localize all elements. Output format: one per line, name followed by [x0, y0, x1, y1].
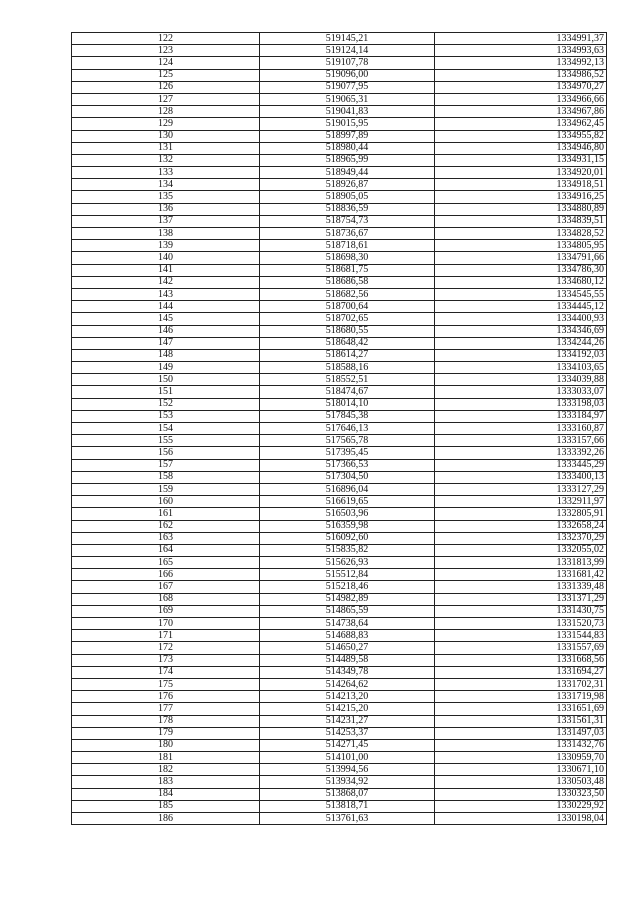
y-coordinate-cell: 1332055,02 — [435, 544, 607, 556]
x-coordinate-cell: 519096,00 — [260, 69, 435, 81]
point-number-cell: 129 — [72, 118, 260, 130]
y-coordinate-cell: 1334839,51 — [435, 215, 607, 227]
x-coordinate-cell: 514264,62 — [260, 678, 435, 690]
table-row — [72, 544, 607, 556]
y-coordinate-cell: 1331371,29 — [435, 593, 607, 605]
x-coordinate-cell: 518965,99 — [260, 154, 435, 166]
table-row — [72, 410, 607, 422]
y-coordinate-cell: 1333160,87 — [435, 423, 607, 435]
y-coordinate-cell: 1334955,82 — [435, 130, 607, 142]
point-number-cell: 184 — [72, 788, 260, 800]
point-number-cell: 180 — [72, 739, 260, 751]
x-coordinate-cell: 518949,44 — [260, 167, 435, 179]
x-coordinate-cell: 518648,42 — [260, 337, 435, 349]
x-coordinate-cell: 519041,83 — [260, 106, 435, 118]
x-coordinate-cell: 517366,53 — [260, 459, 435, 471]
y-coordinate-cell: 1331702,31 — [435, 678, 607, 690]
x-coordinate-cell: 518905,05 — [260, 191, 435, 203]
point-number-cell: 138 — [72, 228, 260, 240]
x-coordinate-cell: 514213,20 — [260, 691, 435, 703]
x-coordinate-cell: 514650,27 — [260, 642, 435, 654]
point-number-cell: 126 — [72, 81, 260, 93]
x-coordinate-cell: 518681,75 — [260, 264, 435, 276]
table-row — [72, 569, 607, 581]
x-coordinate-cell: 516619,65 — [260, 496, 435, 508]
x-coordinate-cell: 518682,56 — [260, 288, 435, 300]
x-coordinate-cell: 518754,73 — [260, 215, 435, 227]
x-coordinate-cell: 518702,65 — [260, 313, 435, 325]
x-coordinate-cell: 514865,59 — [260, 605, 435, 617]
point-number-cell: 155 — [72, 435, 260, 447]
x-coordinate-cell: 515512,84 — [260, 569, 435, 581]
x-coordinate-cell: 518718,61 — [260, 240, 435, 252]
table-row — [72, 386, 607, 398]
y-coordinate-cell: 1333157,66 — [435, 435, 607, 447]
point-number-cell: 161 — [72, 508, 260, 520]
point-number-cell: 144 — [72, 301, 260, 313]
x-coordinate-cell: 514489,58 — [260, 654, 435, 666]
table-row — [72, 118, 607, 130]
point-number-cell: 124 — [72, 57, 260, 69]
y-coordinate-cell: 1334986,52 — [435, 69, 607, 81]
point-number-cell: 139 — [72, 240, 260, 252]
point-number-cell: 153 — [72, 410, 260, 422]
y-coordinate-cell: 1331339,48 — [435, 581, 607, 593]
table-row — [72, 788, 607, 800]
table-row — [72, 764, 607, 776]
x-coordinate-cell: 519145,21 — [260, 33, 435, 45]
point-number-cell: 163 — [72, 532, 260, 544]
y-coordinate-cell: 1334805,95 — [435, 240, 607, 252]
x-coordinate-cell: 519077,95 — [260, 81, 435, 93]
x-coordinate-cell: 518926,87 — [260, 179, 435, 191]
table-row — [72, 398, 607, 410]
point-number-cell: 125 — [72, 69, 260, 81]
x-coordinate-cell: 519065,31 — [260, 93, 435, 105]
table-row — [72, 154, 607, 166]
x-coordinate-cell: 517565,78 — [260, 435, 435, 447]
table-row — [72, 618, 607, 630]
y-coordinate-cell: 1333392,26 — [435, 447, 607, 459]
point-number-cell: 160 — [72, 496, 260, 508]
table-row — [72, 471, 607, 483]
y-coordinate-cell: 1333033,07 — [435, 386, 607, 398]
y-coordinate-cell: 1333445,29 — [435, 459, 607, 471]
x-coordinate-cell: 514253,37 — [260, 727, 435, 739]
table-row — [72, 532, 607, 544]
point-number-cell: 132 — [72, 154, 260, 166]
point-number-cell: 174 — [72, 666, 260, 678]
table-row — [72, 142, 607, 154]
point-number-cell: 167 — [72, 581, 260, 593]
table-row — [72, 130, 607, 142]
point-number-cell: 173 — [72, 654, 260, 666]
table-row — [72, 362, 607, 374]
table-row — [72, 703, 607, 715]
point-number-cell: 176 — [72, 691, 260, 703]
point-number-cell: 178 — [72, 715, 260, 727]
y-coordinate-cell: 1330503,48 — [435, 776, 607, 788]
y-coordinate-cell: 1334931,15 — [435, 154, 607, 166]
y-coordinate-cell: 1334545,55 — [435, 288, 607, 300]
point-number-cell: 158 — [72, 471, 260, 483]
x-coordinate-cell: 518698,30 — [260, 252, 435, 264]
y-coordinate-cell: 1334786,30 — [435, 264, 607, 276]
y-coordinate-cell: 1333198,03 — [435, 398, 607, 410]
point-number-cell: 128 — [72, 106, 260, 118]
y-coordinate-cell: 1331719,98 — [435, 691, 607, 703]
y-coordinate-cell: 1334970,27 — [435, 81, 607, 93]
x-coordinate-cell: 513868,07 — [260, 788, 435, 800]
point-number-cell: 134 — [72, 179, 260, 191]
point-number-cell: 146 — [72, 325, 260, 337]
y-coordinate-cell: 1334991,37 — [435, 33, 607, 45]
x-coordinate-cell: 517395,45 — [260, 447, 435, 459]
point-number-cell: 179 — [72, 727, 260, 739]
point-number-cell: 181 — [72, 752, 260, 764]
y-coordinate-cell: 1331668,56 — [435, 654, 607, 666]
point-number-cell: 140 — [72, 252, 260, 264]
y-coordinate-cell: 1334916,25 — [435, 191, 607, 203]
table-row — [72, 45, 607, 57]
table-row — [72, 813, 607, 825]
table-row — [72, 557, 607, 569]
point-number-cell: 141 — [72, 264, 260, 276]
y-coordinate-cell: 1334400,93 — [435, 313, 607, 325]
table-row — [72, 337, 607, 349]
x-coordinate-cell: 516503,96 — [260, 508, 435, 520]
point-number-cell: 149 — [72, 362, 260, 374]
y-coordinate-cell: 1332658,24 — [435, 520, 607, 532]
point-number-cell: 127 — [72, 93, 260, 105]
y-coordinate-cell: 1331432,76 — [435, 739, 607, 751]
x-coordinate-cell: 514231,27 — [260, 715, 435, 727]
point-number-cell: 171 — [72, 630, 260, 642]
x-coordinate-cell: 519124,14 — [260, 45, 435, 57]
point-number-cell: 169 — [72, 605, 260, 617]
table-row — [72, 215, 607, 227]
y-coordinate-cell: 1334791,66 — [435, 252, 607, 264]
point-number-cell: 154 — [72, 423, 260, 435]
table-row — [72, 228, 607, 240]
y-coordinate-cell: 1334880,89 — [435, 203, 607, 215]
table-row — [72, 374, 607, 386]
table-row — [72, 325, 607, 337]
table-row — [72, 203, 607, 215]
table-row — [72, 691, 607, 703]
table-row — [72, 33, 607, 45]
table-row — [72, 240, 607, 252]
table-row — [72, 57, 607, 69]
x-coordinate-cell: 514215,20 — [260, 703, 435, 715]
table-row — [72, 678, 607, 690]
table-row — [72, 459, 607, 471]
point-number-cell: 170 — [72, 618, 260, 630]
y-coordinate-cell: 1334244,26 — [435, 337, 607, 349]
y-coordinate-cell: 1331813,99 — [435, 557, 607, 569]
y-coordinate-cell: 1331561,31 — [435, 715, 607, 727]
table-row — [72, 69, 607, 81]
point-number-cell: 175 — [72, 678, 260, 690]
x-coordinate-cell: 513994,56 — [260, 764, 435, 776]
table-row — [72, 435, 607, 447]
x-coordinate-cell: 518014,10 — [260, 398, 435, 410]
x-coordinate-cell: 515218,46 — [260, 581, 435, 593]
y-coordinate-cell: 1333184,97 — [435, 410, 607, 422]
x-coordinate-cell: 518686,58 — [260, 276, 435, 288]
y-coordinate-cell: 1331651,69 — [435, 703, 607, 715]
y-coordinate-cell: 1334680,12 — [435, 276, 607, 288]
table-row — [72, 581, 607, 593]
table-row — [72, 81, 607, 93]
point-number-cell: 122 — [72, 33, 260, 45]
x-coordinate-cell: 514349,78 — [260, 666, 435, 678]
table-row — [72, 167, 607, 179]
x-coordinate-cell: 517304,50 — [260, 471, 435, 483]
point-number-cell: 133 — [72, 167, 260, 179]
table-row — [72, 191, 607, 203]
x-coordinate-cell: 519107,78 — [260, 57, 435, 69]
table-row — [72, 739, 607, 751]
table-row — [72, 496, 607, 508]
point-number-cell: 177 — [72, 703, 260, 715]
table-row — [72, 264, 607, 276]
x-coordinate-cell: 518614,27 — [260, 349, 435, 361]
x-coordinate-cell: 514101,00 — [260, 752, 435, 764]
table-row — [72, 252, 607, 264]
x-coordinate-cell: 518736,67 — [260, 228, 435, 240]
point-number-cell: 131 — [72, 142, 260, 154]
y-coordinate-cell: 1334920,01 — [435, 167, 607, 179]
table-row — [72, 179, 607, 191]
point-number-cell: 147 — [72, 337, 260, 349]
point-number-cell: 162 — [72, 520, 260, 532]
table-row — [72, 106, 607, 118]
x-coordinate-cell: 515626,93 — [260, 557, 435, 569]
x-coordinate-cell: 514738,64 — [260, 618, 435, 630]
y-coordinate-cell: 1330959,70 — [435, 752, 607, 764]
point-number-cell: 164 — [72, 544, 260, 556]
point-number-cell: 165 — [72, 557, 260, 569]
table-row — [72, 520, 607, 532]
x-coordinate-cell: 516896,04 — [260, 483, 435, 495]
point-number-cell: 186 — [72, 813, 260, 825]
x-coordinate-cell: 513761,63 — [260, 813, 435, 825]
coordinates-table-body — [72, 33, 607, 825]
x-coordinate-cell: 518700,64 — [260, 301, 435, 313]
x-coordinate-cell: 514271,45 — [260, 739, 435, 751]
x-coordinate-cell: 519015,95 — [260, 118, 435, 130]
table-row — [72, 483, 607, 495]
point-number-cell: 168 — [72, 593, 260, 605]
y-coordinate-cell: 1331497,03 — [435, 727, 607, 739]
table-row — [72, 423, 607, 435]
y-coordinate-cell: 1334039,88 — [435, 374, 607, 386]
y-coordinate-cell: 1333400,13 — [435, 471, 607, 483]
table-row — [72, 715, 607, 727]
x-coordinate-cell: 518680,55 — [260, 325, 435, 337]
y-coordinate-cell: 1332911,97 — [435, 496, 607, 508]
y-coordinate-cell: 1331544,83 — [435, 630, 607, 642]
y-coordinate-cell: 1334103,65 — [435, 362, 607, 374]
x-coordinate-cell: 514982,89 — [260, 593, 435, 605]
table-row — [72, 800, 607, 812]
y-coordinate-cell: 1331681,42 — [435, 569, 607, 581]
x-coordinate-cell: 515835,82 — [260, 544, 435, 556]
y-coordinate-cell: 1334445,12 — [435, 301, 607, 313]
y-coordinate-cell: 1334346,69 — [435, 325, 607, 337]
point-number-cell: 148 — [72, 349, 260, 361]
table-row — [72, 313, 607, 325]
y-coordinate-cell: 1334962,45 — [435, 118, 607, 130]
y-coordinate-cell: 1334967,86 — [435, 106, 607, 118]
x-coordinate-cell: 517845,38 — [260, 410, 435, 422]
point-number-cell: 130 — [72, 130, 260, 142]
table-row — [72, 349, 607, 361]
y-coordinate-cell: 1330198,04 — [435, 813, 607, 825]
y-coordinate-cell: 1334966,66 — [435, 93, 607, 105]
table-row — [72, 727, 607, 739]
point-number-cell: 150 — [72, 374, 260, 386]
y-coordinate-cell: 1333127,29 — [435, 483, 607, 495]
point-number-cell: 185 — [72, 800, 260, 812]
y-coordinate-cell: 1334946,80 — [435, 142, 607, 154]
x-coordinate-cell: 518980,44 — [260, 142, 435, 154]
y-coordinate-cell: 1331520,73 — [435, 618, 607, 630]
point-number-cell: 152 — [72, 398, 260, 410]
point-number-cell: 123 — [72, 45, 260, 57]
x-coordinate-cell: 518588,16 — [260, 362, 435, 374]
y-coordinate-cell: 1332370,29 — [435, 532, 607, 544]
point-number-cell: 172 — [72, 642, 260, 654]
x-coordinate-cell: 513818,71 — [260, 800, 435, 812]
y-coordinate-cell: 1330323,50 — [435, 788, 607, 800]
table-row — [72, 288, 607, 300]
point-number-cell: 157 — [72, 459, 260, 471]
y-coordinate-cell: 1330671,10 — [435, 764, 607, 776]
point-number-cell: 151 — [72, 386, 260, 398]
y-coordinate-cell: 1331557,69 — [435, 642, 607, 654]
x-coordinate-cell: 517646,13 — [260, 423, 435, 435]
table-row — [72, 630, 607, 642]
x-coordinate-cell: 518997,89 — [260, 130, 435, 142]
point-number-cell: 183 — [72, 776, 260, 788]
table-row — [72, 301, 607, 313]
y-coordinate-cell: 1334992,13 — [435, 57, 607, 69]
x-coordinate-cell: 516092,60 — [260, 532, 435, 544]
point-number-cell: 142 — [72, 276, 260, 288]
x-coordinate-cell: 513934,92 — [260, 776, 435, 788]
point-number-cell: 137 — [72, 215, 260, 227]
y-coordinate-cell: 1334993,63 — [435, 45, 607, 57]
point-number-cell: 166 — [72, 569, 260, 581]
table-row — [72, 508, 607, 520]
x-coordinate-cell: 518552,51 — [260, 374, 435, 386]
table-row — [72, 666, 607, 678]
x-coordinate-cell: 518474,67 — [260, 386, 435, 398]
y-coordinate-cell: 1331694,27 — [435, 666, 607, 678]
table-row — [72, 276, 607, 288]
point-number-cell: 159 — [72, 483, 260, 495]
point-number-cell: 145 — [72, 313, 260, 325]
y-coordinate-cell: 1332805,91 — [435, 508, 607, 520]
table-row — [72, 93, 607, 105]
point-number-cell: 143 — [72, 288, 260, 300]
x-coordinate-cell: 514688,83 — [260, 630, 435, 642]
table-row — [72, 752, 607, 764]
point-number-cell: 182 — [72, 764, 260, 776]
table-row — [72, 447, 607, 459]
point-number-cell: 135 — [72, 191, 260, 203]
table-row — [72, 776, 607, 788]
table-row — [72, 654, 607, 666]
table-row — [72, 642, 607, 654]
point-number-cell: 156 — [72, 447, 260, 459]
y-coordinate-cell: 1330229,92 — [435, 800, 607, 812]
y-coordinate-cell: 1334918,51 — [435, 179, 607, 191]
coordinates-table — [71, 32, 607, 825]
y-coordinate-cell: 1331430,75 — [435, 605, 607, 617]
y-coordinate-cell: 1334828,52 — [435, 228, 607, 240]
y-coordinate-cell: 1334192,03 — [435, 349, 607, 361]
x-coordinate-cell: 516359,98 — [260, 520, 435, 532]
table-row — [72, 605, 607, 617]
x-coordinate-cell: 518836,59 — [260, 203, 435, 215]
table-row — [72, 593, 607, 605]
point-number-cell: 136 — [72, 203, 260, 215]
